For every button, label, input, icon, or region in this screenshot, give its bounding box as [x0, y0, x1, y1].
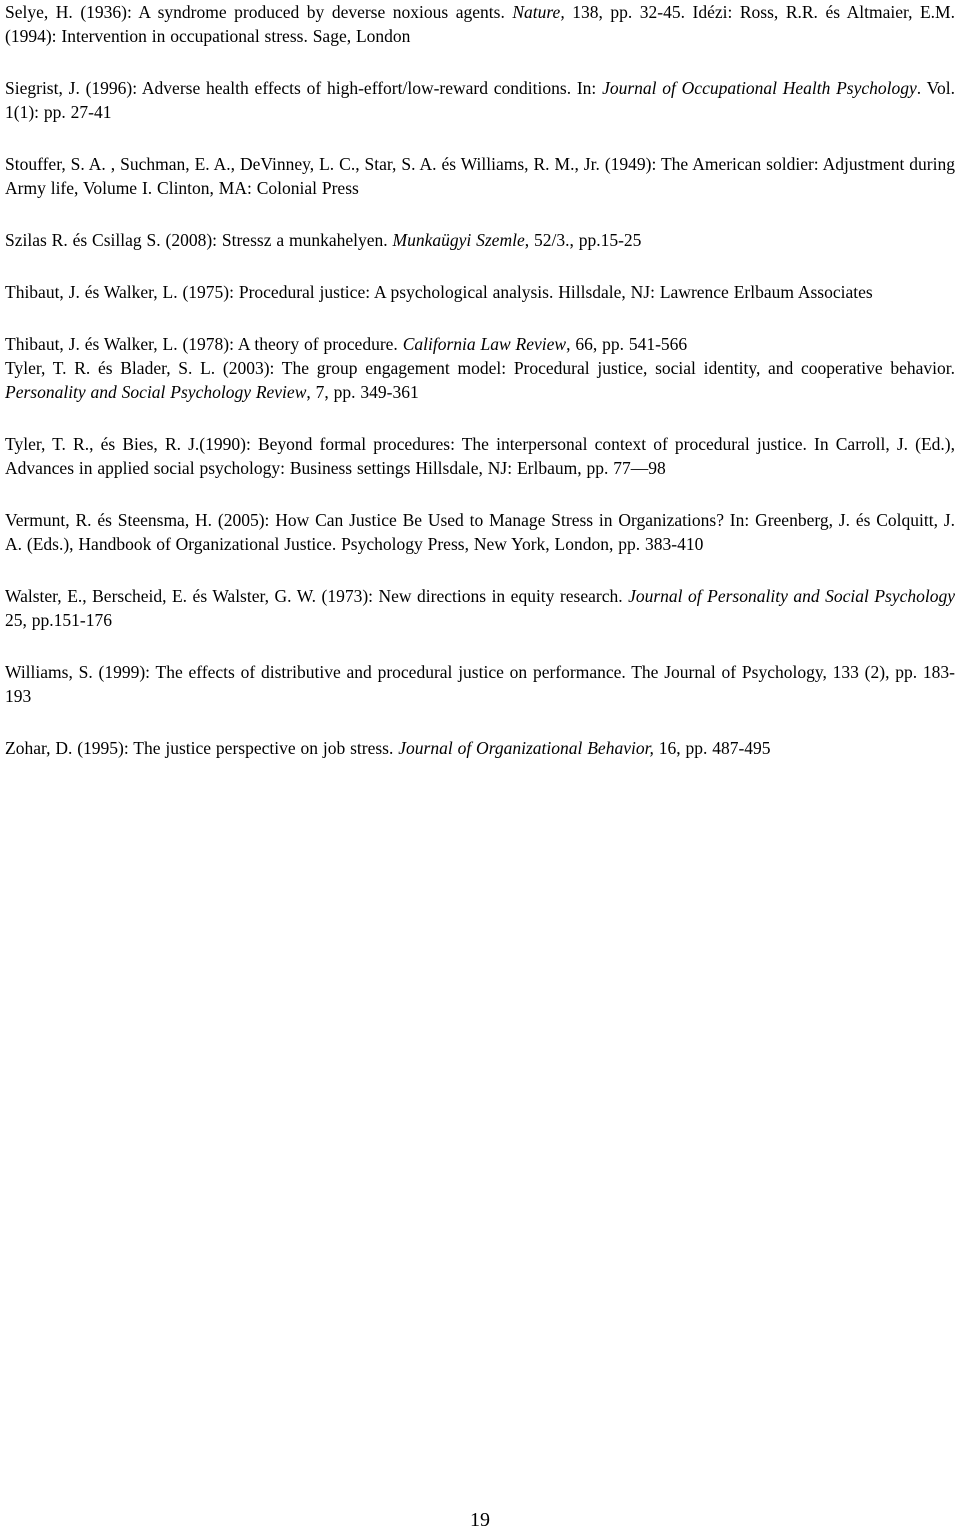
reference-entry — [5, 660, 955, 708]
reference-text: Szilas R. és Csillag S. (2008): Stressz a munkahelyen. — [5, 230, 393, 250]
reference-text: Thibaut, J. és Walker, L. (1975): Procedural justice: A psychological analysis. Hillsdale, NJ: Lawrence Erlbaum Associates — [5, 282, 873, 302]
reference-text: , 52/3., pp.15-25 — [524, 230, 642, 250]
reference-text: Vermunt, R. és Steensma, H. (2005): How Can Justice Be Used to Manage Stress in Organizations? In: Greenberg, J. és Colquitt, J. A. (Eds.), Handbook of Organizational Justice. Psychology Press, New York, London, pp. 383-410 — [5, 510, 955, 554]
reference-title-italic: Journal of Organizational Behavior, — [398, 738, 654, 758]
reference-text: Williams, S. (1999): The effects of distributive and procedural justice on performance. The Journal of Psychology, 133 (2), pp. 183-193 — [5, 662, 955, 706]
reference-entry — [5, 584, 955, 632]
reference-text: , 7, pp. 349-361 — [306, 382, 419, 402]
reference-entry — [5, 0, 955, 48]
reference-text: Selye, H. (1936): A syndrome produced by deverse noxious agents. — [5, 2, 513, 22]
reference-text: Zohar, D. (1995): The justice perspective on job stress. — [5, 738, 399, 758]
reference-entry — [5, 432, 955, 480]
reference-text: Stouffer, S. A. , Suchman, E. A., DeVinney, L. C., Star, S. A. és Williams, R. M., Jr. (1949): The American soldier: Adjustment during Army life, Volume I. Clinton, MA: Colonial Press — [5, 154, 955, 198]
reference-text: Tyler, T. R. és Blader, S. L. (2003): The group engagement model: Procedural justice, social identity, and cooperative behavior. — [5, 358, 955, 378]
reference-text: 25, pp.151-176 — [5, 610, 112, 630]
reference-list — [5, 0, 955, 788]
reference-entry — [5, 280, 955, 304]
reference-title-italic: Journal of Occupational Health Psychology — [602, 78, 917, 98]
reference-text: . Vol. 1(1): pp. 27-41 — [5, 78, 955, 122]
reference-title-italic: Nature, — [512, 2, 565, 22]
reference-title-italic: Munkaügyi Szemle — [392, 230, 525, 250]
reference-entry — [5, 228, 955, 252]
reference-text: Thibaut, J. és Walker, L. (1978): A theory of procedure. — [5, 334, 403, 354]
reference-entry — [5, 356, 955, 404]
reference-text: Siegrist, J. (1996): Adverse health effects of high-effort/low-reward conditions. In: — [5, 78, 603, 98]
reference-entry — [5, 332, 955, 356]
reference-entry — [5, 76, 955, 124]
reference-title-italic: Journal of Personality and Social Psychology — [628, 586, 955, 606]
reference-entry — [5, 508, 955, 556]
reference-entry — [5, 152, 955, 200]
reference-entry — [5, 736, 955, 760]
reference-title-italic: Personality and Social Psychology Review — [5, 382, 307, 402]
reference-text: Tyler, T. R., és Bies, R. J.(1990): Beyond formal procedures: The interpersonal context of procedural justice. In Carroll, J. (Ed.), Advances in applied social psychology: Business settings Hillsdale, NJ: Erlbaum, pp. 77—98 — [5, 434, 955, 478]
reference-text: 16, pp. 487-495 — [653, 738, 771, 758]
reference-text: Walster, E., Berscheid, E. és Walster, G. W. (1973): New directions in equity research. — [5, 586, 629, 606]
reference-title-italic: California Law Review — [402, 334, 567, 354]
reference-text: , 66, pp. 541-566 — [566, 334, 688, 354]
reference-text: 138, pp. 32-45. Idézi: Ross, R.R. és Altmaier, E.M. (1994): Intervention in occupational stress. Sage, London — [5, 2, 955, 46]
page-number: 19 — [470, 1509, 490, 1531]
